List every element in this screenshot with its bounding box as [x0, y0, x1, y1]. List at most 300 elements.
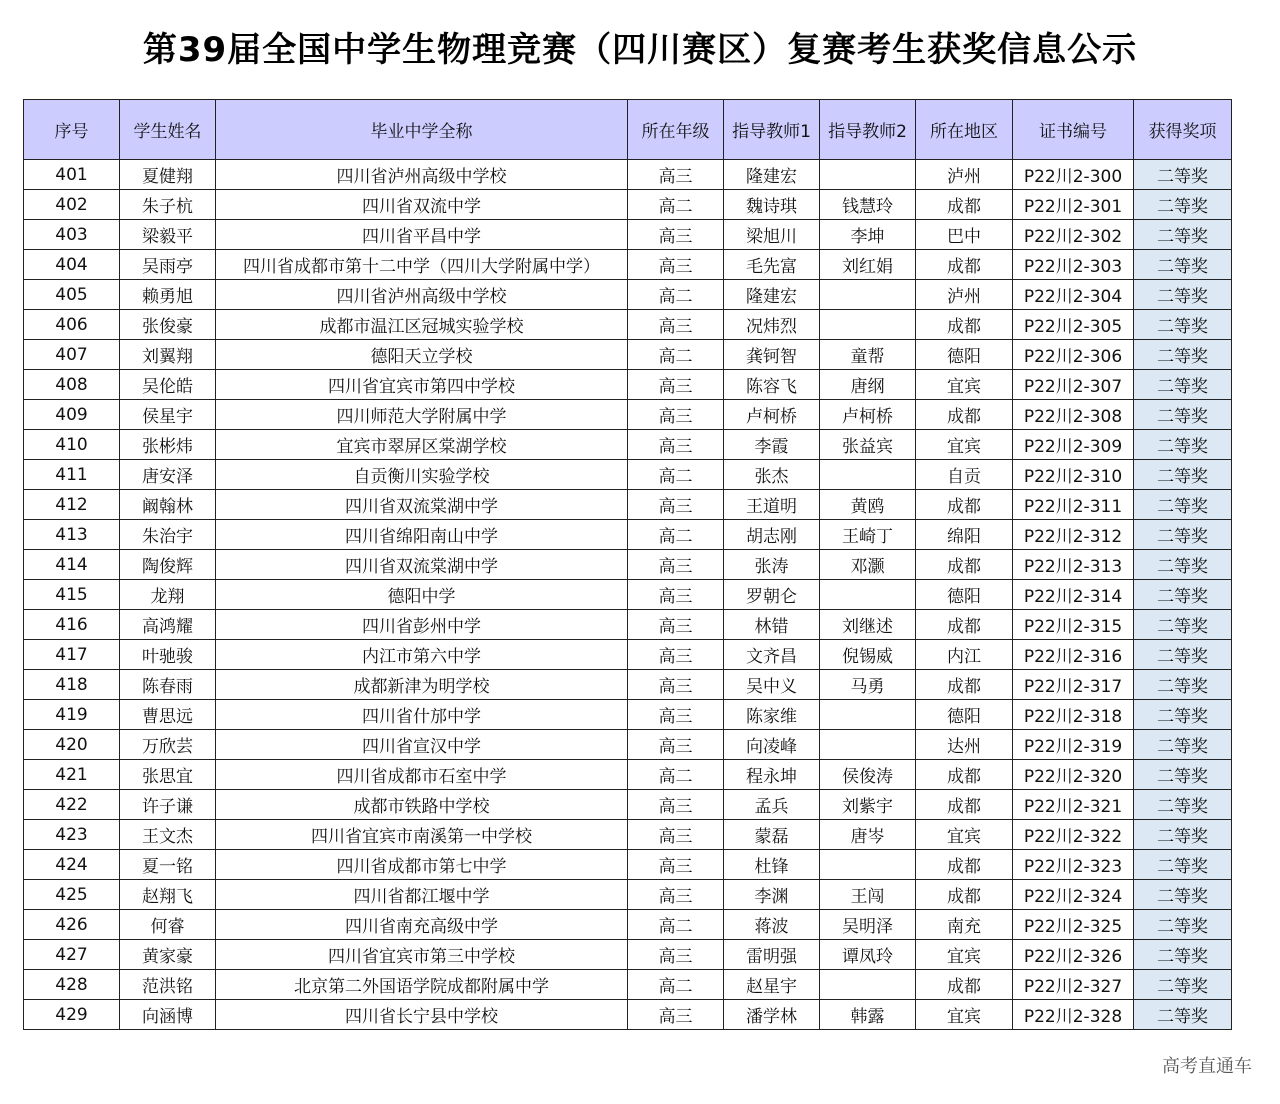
- cell-school: 四川省宜宾市第三中学校: [216, 940, 628, 970]
- cell-grade: 高三: [628, 880, 724, 910]
- cell-index: 415: [24, 580, 120, 610]
- cell-certificate: P22川2-307: [1013, 370, 1134, 400]
- cell-index: 410: [24, 430, 120, 460]
- cell-school: 四川省宜宾市第四中学校: [216, 370, 628, 400]
- cell-teacher-2: 马勇: [820, 670, 916, 700]
- table-row: [24, 190, 1232, 220]
- cell-certificate: P22川2-324: [1013, 880, 1134, 910]
- cell-student-name: 阚翰林: [120, 490, 216, 520]
- cell-student-name: 赵翔飞: [120, 880, 216, 910]
- cell-index: 422: [24, 790, 120, 820]
- table-row: [24, 340, 1232, 370]
- cell-index: 417: [24, 640, 120, 670]
- cell-certificate: P22川2-325: [1013, 910, 1134, 940]
- cell-index: 429: [24, 1000, 120, 1030]
- cell-grade: 高二: [628, 280, 724, 310]
- cell-teacher-2: [820, 280, 916, 310]
- cell-grade: 高三: [628, 670, 724, 700]
- table-row: [24, 280, 1232, 310]
- cell-student-name: 黄家豪: [120, 940, 216, 970]
- table-row: [24, 160, 1232, 190]
- table-row: [24, 370, 1232, 400]
- table-row: [24, 550, 1232, 580]
- cell-teacher-1: 陈家维: [724, 700, 820, 730]
- cell-student-name: 侯星宇: [120, 400, 216, 430]
- table-row: [24, 520, 1232, 550]
- cell-index: 403: [24, 220, 120, 250]
- cell-certificate: P22川2-318: [1013, 700, 1134, 730]
- cell-grade: 高三: [628, 550, 724, 580]
- table-row: [24, 250, 1232, 280]
- cell-school: 成都新津为明学校: [216, 670, 628, 700]
- cell-school: 四川省什邡中学: [216, 700, 628, 730]
- cell-student-name: 张思宜: [120, 760, 216, 790]
- cell-grade: 高三: [628, 310, 724, 340]
- cell-award: 二等奖: [1134, 850, 1232, 880]
- cell-teacher-2: 钱慧玲: [820, 190, 916, 220]
- cell-teacher-1: 罗朝仑: [724, 580, 820, 610]
- cell-region: 成都: [916, 760, 1013, 790]
- cell-teacher-1: 潘学林: [724, 1000, 820, 1030]
- table-row: [24, 400, 1232, 430]
- cell-student-name: 高鸿耀: [120, 610, 216, 640]
- cell-certificate: P22川2-302: [1013, 220, 1134, 250]
- cell-award: 二等奖: [1134, 640, 1232, 670]
- cell-teacher-1: 向凌峰: [724, 730, 820, 760]
- cell-school: 四川省宜宾市南溪第一中学校: [216, 820, 628, 850]
- cell-award: 二等奖: [1134, 250, 1232, 280]
- cell-grade: 高三: [628, 730, 724, 760]
- cell-school: 四川省平昌中学: [216, 220, 628, 250]
- cell-certificate: P22川2-300: [1013, 160, 1134, 190]
- cell-index: 402: [24, 190, 120, 220]
- cell-school: 四川省双流中学: [216, 190, 628, 220]
- cell-grade: 高三: [628, 820, 724, 850]
- header-grade: 所在年级: [628, 100, 724, 160]
- cell-certificate: P22川2-327: [1013, 970, 1134, 1000]
- cell-student-name: 王文杰: [120, 820, 216, 850]
- cell-award: 二等奖: [1134, 430, 1232, 460]
- cell-student-name: 龙翔: [120, 580, 216, 610]
- cell-certificate: P22川2-303: [1013, 250, 1134, 280]
- cell-certificate: P22川2-308: [1013, 400, 1134, 430]
- cell-school: 四川省宣汉中学: [216, 730, 628, 760]
- cell-teacher-1: 魏诗琪: [724, 190, 820, 220]
- cell-grade: 高二: [628, 910, 724, 940]
- cell-student-name: 陶俊辉: [120, 550, 216, 580]
- cell-student-name: 朱子杭: [120, 190, 216, 220]
- cell-certificate: P22川2-305: [1013, 310, 1134, 340]
- cell-school: 四川省都江堰中学: [216, 880, 628, 910]
- cell-region: 泸州: [916, 280, 1013, 310]
- cell-region: 宜宾: [916, 370, 1013, 400]
- cell-award: 二等奖: [1134, 310, 1232, 340]
- cell-award: 二等奖: [1134, 610, 1232, 640]
- header-award: 获得奖项: [1134, 100, 1232, 160]
- cell-region: 成都: [916, 190, 1013, 220]
- cell-school: 成都市温江区冠城实验学校: [216, 310, 628, 340]
- cell-teacher-1: 孟兵: [724, 790, 820, 820]
- header-school: 毕业中学全称: [216, 100, 628, 160]
- cell-region: 达州: [916, 730, 1013, 760]
- table-row: [24, 820, 1232, 850]
- cell-region: 南充: [916, 910, 1013, 940]
- cell-index: 420: [24, 730, 120, 760]
- cell-region: 泸州: [916, 160, 1013, 190]
- cell-grade: 高二: [628, 190, 724, 220]
- cell-teacher-2: [820, 700, 916, 730]
- cell-index: 421: [24, 760, 120, 790]
- cell-teacher-2: 倪锡威: [820, 640, 916, 670]
- cell-grade: 高三: [628, 430, 724, 460]
- cell-teacher-1: 隆建宏: [724, 280, 820, 310]
- cell-certificate: P22川2-314: [1013, 580, 1134, 610]
- cell-index: 408: [24, 370, 120, 400]
- cell-school: 宜宾市翠屏区棠湖学校: [216, 430, 628, 460]
- cell-index: 404: [24, 250, 120, 280]
- cell-school: 四川省绵阳南山中学: [216, 520, 628, 550]
- cell-index: 418: [24, 670, 120, 700]
- cell-teacher-2: [820, 460, 916, 490]
- cell-teacher-2: 童帮: [820, 340, 916, 370]
- cell-teacher-1: 梁旭川: [724, 220, 820, 250]
- cell-region: 成都: [916, 400, 1013, 430]
- cell-award: 二等奖: [1134, 490, 1232, 520]
- cell-grade: 高三: [628, 610, 724, 640]
- table-row: [24, 730, 1232, 760]
- cell-certificate: P22川2-321: [1013, 790, 1134, 820]
- cell-index: 406: [24, 310, 120, 340]
- cell-teacher-1: 卢柯桥: [724, 400, 820, 430]
- cell-certificate: P22川2-312: [1013, 520, 1134, 550]
- award-table: [23, 99, 1232, 1030]
- table-row: [24, 880, 1232, 910]
- table-row: [24, 910, 1232, 940]
- cell-grade: 高三: [628, 790, 724, 820]
- cell-index: 428: [24, 970, 120, 1000]
- cell-school: 四川省成都市石室中学: [216, 760, 628, 790]
- cell-grade: 高三: [628, 220, 724, 250]
- cell-region: 成都: [916, 880, 1013, 910]
- header-certificate: 证书编号: [1013, 100, 1134, 160]
- cell-award: 二等奖: [1134, 520, 1232, 550]
- cell-school: 四川省泸州高级中学校: [216, 160, 628, 190]
- cell-index: 416: [24, 610, 120, 640]
- cell-award: 二等奖: [1134, 580, 1232, 610]
- cell-region: 绵阳: [916, 520, 1013, 550]
- cell-school: 四川省双流棠湖中学: [216, 550, 628, 580]
- cell-teacher-2: 王闯: [820, 880, 916, 910]
- cell-school: 成都市铁路中学校: [216, 790, 628, 820]
- cell-grade: 高二: [628, 760, 724, 790]
- table-header-row: [24, 100, 1232, 160]
- table-row: [24, 760, 1232, 790]
- cell-index: 426: [24, 910, 120, 940]
- cell-index: 412: [24, 490, 120, 520]
- table-row: [24, 1000, 1232, 1030]
- cell-student-name: 夏健翔: [120, 160, 216, 190]
- cell-student-name: 赖勇旭: [120, 280, 216, 310]
- cell-school: 四川省南充高级中学: [216, 910, 628, 940]
- cell-award: 二等奖: [1134, 700, 1232, 730]
- cell-student-name: 吴雨亭: [120, 250, 216, 280]
- cell-teacher-1: 文齐昌: [724, 640, 820, 670]
- cell-student-name: 刘翼翔: [120, 340, 216, 370]
- cell-teacher-2: 邓灏: [820, 550, 916, 580]
- table-row: [24, 940, 1232, 970]
- cell-certificate: P22川2-309: [1013, 430, 1134, 460]
- cell-teacher-2: 谭凤玲: [820, 940, 916, 970]
- cell-certificate: P22川2-306: [1013, 340, 1134, 370]
- cell-certificate: P22川2-323: [1013, 850, 1134, 880]
- table-row: [24, 310, 1232, 340]
- cell-award: 二等奖: [1134, 280, 1232, 310]
- cell-school: 四川师范大学附属中学: [216, 400, 628, 430]
- cell-school: 德阳中学: [216, 580, 628, 610]
- table-row: [24, 970, 1232, 1000]
- cell-award: 二等奖: [1134, 190, 1232, 220]
- table-row: [24, 610, 1232, 640]
- cell-index: 411: [24, 460, 120, 490]
- cell-certificate: P22川2-319: [1013, 730, 1134, 760]
- table-row: [24, 850, 1232, 880]
- cell-teacher-1: 况炜烈: [724, 310, 820, 340]
- cell-teacher-1: 赵星宇: [724, 970, 820, 1000]
- cell-award: 二等奖: [1134, 670, 1232, 700]
- cell-region: 宜宾: [916, 940, 1013, 970]
- cell-teacher-1: 龚钶智: [724, 340, 820, 370]
- header-teacher-2: 指导教师2: [820, 100, 916, 160]
- table-row: [24, 700, 1232, 730]
- cell-school: 北京第二外国语学院成都附属中学: [216, 970, 628, 1000]
- cell-teacher-2: 刘继述: [820, 610, 916, 640]
- cell-teacher-1: 林错: [724, 610, 820, 640]
- cell-certificate: P22川2-328: [1013, 1000, 1134, 1030]
- cell-teacher-2: 王崎丁: [820, 520, 916, 550]
- cell-award: 二等奖: [1134, 160, 1232, 190]
- cell-school: 四川省成都市第七中学: [216, 850, 628, 880]
- cell-teacher-2: [820, 580, 916, 610]
- cell-school: 自贡衡川实验学校: [216, 460, 628, 490]
- cell-teacher-2: [820, 730, 916, 760]
- cell-certificate: P22川2-310: [1013, 460, 1134, 490]
- cell-grade: 高三: [628, 250, 724, 280]
- cell-index: 427: [24, 940, 120, 970]
- cell-index: 423: [24, 820, 120, 850]
- cell-teacher-1: 蒙磊: [724, 820, 820, 850]
- cell-award: 二等奖: [1134, 400, 1232, 430]
- cell-teacher-1: 雷明强: [724, 940, 820, 970]
- cell-teacher-1: 张杰: [724, 460, 820, 490]
- table-row: [24, 490, 1232, 520]
- cell-student-name: 许子谦: [120, 790, 216, 820]
- table-row: [24, 220, 1232, 250]
- cell-award: 二等奖: [1134, 940, 1232, 970]
- cell-teacher-2: [820, 970, 916, 1000]
- cell-certificate: P22川2-313: [1013, 550, 1134, 580]
- cell-certificate: P22川2-320: [1013, 760, 1134, 790]
- cell-award: 二等奖: [1134, 370, 1232, 400]
- cell-teacher-2: [820, 850, 916, 880]
- cell-grade: 高二: [628, 520, 724, 550]
- cell-region: 成都: [916, 610, 1013, 640]
- table-row: [24, 790, 1232, 820]
- cell-teacher-2: 卢柯桥: [820, 400, 916, 430]
- cell-grade: 高二: [628, 340, 724, 370]
- cell-student-name: 张彬炜: [120, 430, 216, 460]
- cell-teacher-1: 杜锋: [724, 850, 820, 880]
- cell-school: 四川省双流棠湖中学: [216, 490, 628, 520]
- cell-teacher-1: 程永坤: [724, 760, 820, 790]
- cell-award: 二等奖: [1134, 880, 1232, 910]
- cell-award: 二等奖: [1134, 550, 1232, 580]
- cell-teacher-2: 吴明泽: [820, 910, 916, 940]
- cell-teacher-2: 张益宾: [820, 430, 916, 460]
- cell-student-name: 叶驰骏: [120, 640, 216, 670]
- cell-teacher-1: 吴中义: [724, 670, 820, 700]
- cell-teacher-1: 王道明: [724, 490, 820, 520]
- cell-teacher-2: [820, 310, 916, 340]
- cell-certificate: P22川2-311: [1013, 490, 1134, 520]
- cell-student-name: 夏一铭: [120, 850, 216, 880]
- cell-teacher-2: 黄鸥: [820, 490, 916, 520]
- cell-school: 四川省成都市第十二中学（四川大学附属中学）: [216, 250, 628, 280]
- cell-region: 成都: [916, 670, 1013, 700]
- cell-teacher-2: 韩露: [820, 1000, 916, 1030]
- cell-certificate: P22川2-316: [1013, 640, 1134, 670]
- cell-student-name: 梁毅平: [120, 220, 216, 250]
- cell-teacher-1: 毛先富: [724, 250, 820, 280]
- cell-student-name: 朱治宇: [120, 520, 216, 550]
- cell-award: 二等奖: [1134, 790, 1232, 820]
- cell-region: 巴中: [916, 220, 1013, 250]
- table-row: [24, 430, 1232, 460]
- cell-teacher-1: 张涛: [724, 550, 820, 580]
- cell-region: 德阳: [916, 700, 1013, 730]
- cell-teacher-2: 侯俊涛: [820, 760, 916, 790]
- cell-region: 成都: [916, 490, 1013, 520]
- cell-region: 内江: [916, 640, 1013, 670]
- cell-school: 四川省彭州中学: [216, 610, 628, 640]
- cell-student-name: 吴伦皓: [120, 370, 216, 400]
- cell-award: 二等奖: [1134, 910, 1232, 940]
- table-row: [24, 640, 1232, 670]
- cell-award: 二等奖: [1134, 460, 1232, 490]
- cell-grade: 高三: [628, 700, 724, 730]
- cell-teacher-2: 唐纲: [820, 370, 916, 400]
- cell-school: 德阳天立学校: [216, 340, 628, 370]
- cell-award: 二等奖: [1134, 340, 1232, 370]
- cell-index: 401: [24, 160, 120, 190]
- cell-award: 二等奖: [1134, 220, 1232, 250]
- cell-teacher-1: 蒋波: [724, 910, 820, 940]
- cell-award: 二等奖: [1134, 970, 1232, 1000]
- cell-award: 二等奖: [1134, 730, 1232, 760]
- cell-index: 413: [24, 520, 120, 550]
- cell-grade: 高三: [628, 160, 724, 190]
- cell-region: 成都: [916, 970, 1013, 1000]
- cell-grade: 高二: [628, 970, 724, 1000]
- cell-teacher-1: 隆建宏: [724, 160, 820, 190]
- cell-grade: 高三: [628, 580, 724, 610]
- header-index: 序号: [24, 100, 120, 160]
- cell-award: 二等奖: [1134, 1000, 1232, 1030]
- header-student-name: 学生姓名: [120, 100, 216, 160]
- cell-certificate: P22川2-315: [1013, 610, 1134, 640]
- cell-region: 成都: [916, 550, 1013, 580]
- cell-region: 成都: [916, 310, 1013, 340]
- table-row: [24, 460, 1232, 490]
- cell-index: 407: [24, 340, 120, 370]
- header-region: 所在地区: [916, 100, 1013, 160]
- cell-certificate: P22川2-304: [1013, 280, 1134, 310]
- cell-school: 内江市第六中学: [216, 640, 628, 670]
- cell-region: 德阳: [916, 340, 1013, 370]
- cell-grade: 高三: [628, 640, 724, 670]
- cell-index: 409: [24, 400, 120, 430]
- cell-grade: 高三: [628, 370, 724, 400]
- cell-region: 自贡: [916, 460, 1013, 490]
- cell-student-name: 张俊豪: [120, 310, 216, 340]
- cell-teacher-2: 刘紫宇: [820, 790, 916, 820]
- cell-certificate: P22川2-322: [1013, 820, 1134, 850]
- cell-teacher-2: [820, 160, 916, 190]
- cell-region: 宜宾: [916, 430, 1013, 460]
- cell-index: 405: [24, 280, 120, 310]
- cell-grade: 高二: [628, 460, 724, 490]
- cell-certificate: P22川2-326: [1013, 940, 1134, 970]
- cell-award: 二等奖: [1134, 820, 1232, 850]
- cell-student-name: 范洪铭: [120, 970, 216, 1000]
- cell-student-name: 万欣芸: [120, 730, 216, 760]
- cell-index: 425: [24, 880, 120, 910]
- cell-region: 宜宾: [916, 820, 1013, 850]
- cell-teacher-2: 李坤: [820, 220, 916, 250]
- cell-award: 二等奖: [1134, 760, 1232, 790]
- cell-region: 成都: [916, 790, 1013, 820]
- cell-certificate: P22川2-301: [1013, 190, 1134, 220]
- page-title: 第39届全国中学生物理竞赛（四川赛区）复赛考生获奖信息公示: [142, 30, 1138, 70]
- watermark: 高考直通车: [1162, 1056, 1252, 1077]
- cell-grade: 高三: [628, 940, 724, 970]
- cell-grade: 高三: [628, 1000, 724, 1030]
- cell-region: 宜宾: [916, 1000, 1013, 1030]
- cell-student-name: 何睿: [120, 910, 216, 940]
- cell-teacher-2: 唐岑: [820, 820, 916, 850]
- header-teacher-1: 指导教师1: [724, 100, 820, 160]
- cell-region: 成都: [916, 250, 1013, 280]
- cell-student-name: 唐安泽: [120, 460, 216, 490]
- cell-student-name: 向涵博: [120, 1000, 216, 1030]
- table-row: [24, 670, 1232, 700]
- cell-teacher-1: 李渊: [724, 880, 820, 910]
- cell-index: 424: [24, 850, 120, 880]
- cell-teacher-2: 刘红娟: [820, 250, 916, 280]
- cell-teacher-1: 李霞: [724, 430, 820, 460]
- cell-school: 四川省泸州高级中学校: [216, 280, 628, 310]
- cell-index: 419: [24, 700, 120, 730]
- cell-region: 成都: [916, 850, 1013, 880]
- cell-index: 414: [24, 550, 120, 580]
- table-row: [24, 580, 1232, 610]
- cell-student-name: 曹思远: [120, 700, 216, 730]
- cell-grade: 高三: [628, 850, 724, 880]
- cell-teacher-1: 陈容飞: [724, 370, 820, 400]
- cell-school: 四川省长宁县中学校: [216, 1000, 628, 1030]
- cell-certificate: P22川2-317: [1013, 670, 1134, 700]
- cell-grade: 高三: [628, 490, 724, 520]
- cell-grade: 高三: [628, 400, 724, 430]
